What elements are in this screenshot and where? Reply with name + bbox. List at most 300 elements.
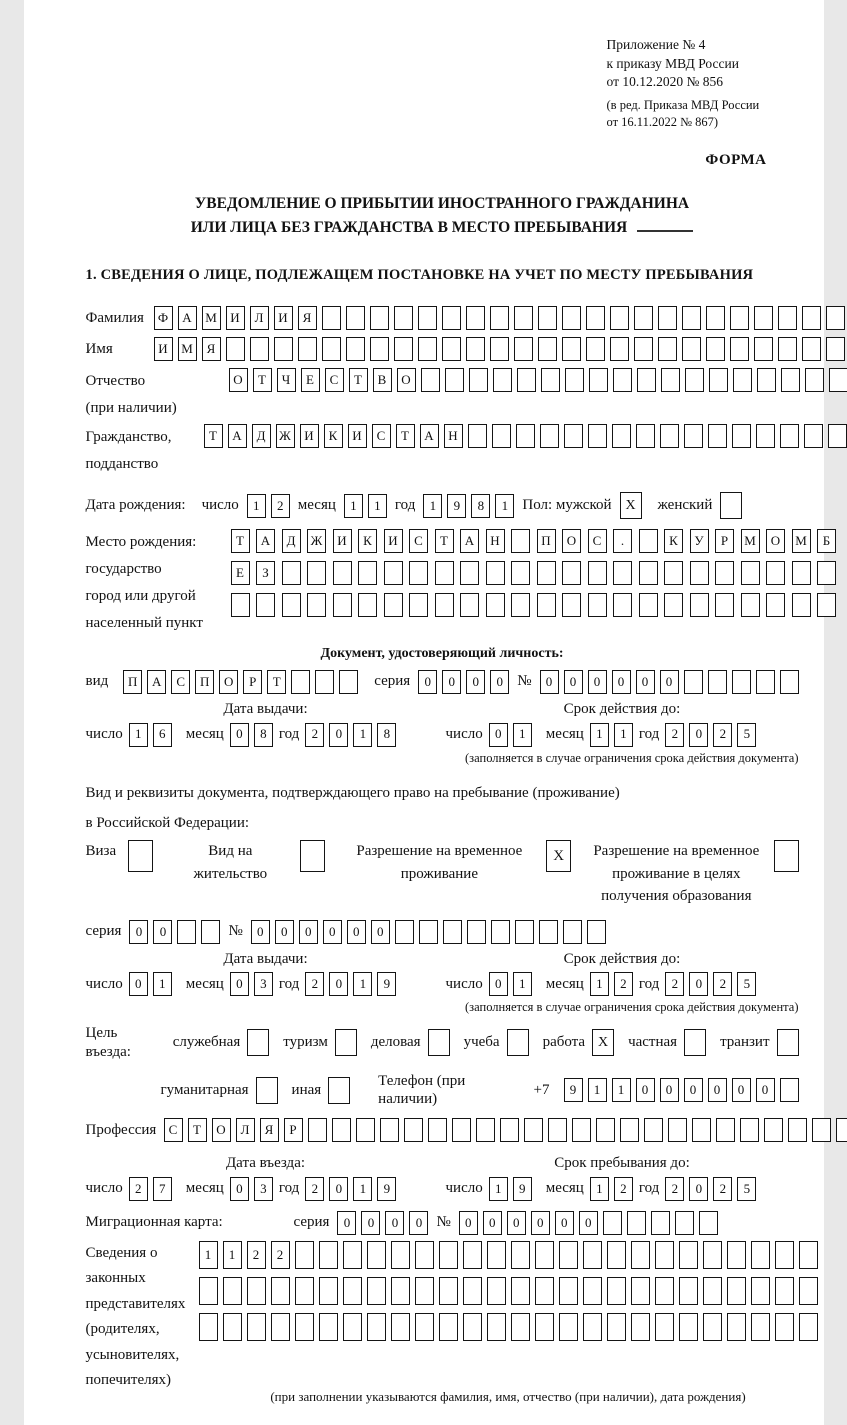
char-cell[interactable] xyxy=(295,1241,314,1269)
char-cell[interactable]: 0 xyxy=(588,670,607,694)
char-cell[interactable]: 5 xyxy=(737,972,756,996)
char-cell[interactable] xyxy=(684,424,703,448)
char-cell[interactable]: П xyxy=(195,670,214,694)
char-cell[interactable]: Н xyxy=(486,529,505,553)
char-cell[interactable] xyxy=(439,1313,458,1341)
char-cell[interactable]: С xyxy=(588,529,607,553)
char-cell[interactable]: 2 xyxy=(247,1241,266,1269)
char-cell[interactable]: Т xyxy=(231,529,250,553)
char-cell[interactable]: А xyxy=(460,529,479,553)
char-cell[interactable]: 1 xyxy=(353,723,372,747)
char-cell[interactable] xyxy=(756,424,775,448)
char-cell[interactable] xyxy=(467,920,486,944)
char-cell[interactable] xyxy=(583,1241,602,1269)
char-cell[interactable] xyxy=(812,1118,831,1142)
char-cell[interactable] xyxy=(684,670,703,694)
char-cell[interactable]: 8 xyxy=(377,723,396,747)
char-cell[interactable]: 0 xyxy=(230,1177,249,1201)
char-cell[interactable] xyxy=(675,1211,694,1235)
char-cell[interactable]: 0 xyxy=(507,1211,526,1235)
char-cell[interactable] xyxy=(751,1313,770,1341)
char-cell[interactable]: А xyxy=(256,529,275,553)
char-cell[interactable] xyxy=(708,670,727,694)
char-cell[interactable] xyxy=(583,1313,602,1341)
char-cell[interactable] xyxy=(487,1277,506,1305)
char-cell[interactable]: 0 xyxy=(361,1211,380,1235)
char-cell[interactable] xyxy=(583,1277,602,1305)
char-cell[interactable] xyxy=(780,424,799,448)
char-cell[interactable]: 2 xyxy=(713,723,732,747)
char-cell[interactable] xyxy=(682,337,701,361)
char-cell[interactable] xyxy=(562,306,581,330)
char-cell[interactable] xyxy=(613,593,632,617)
char-cell[interactable]: Я xyxy=(202,337,221,361)
char-cell[interactable]: Т xyxy=(267,670,286,694)
char-cell[interactable] xyxy=(757,368,776,392)
char-cell[interactable] xyxy=(775,1313,794,1341)
char-cell[interactable] xyxy=(727,1277,746,1305)
char-cell[interactable] xyxy=(356,1118,375,1142)
char-cell[interactable]: 0 xyxy=(329,723,348,747)
char-cell[interactable] xyxy=(639,529,658,553)
char-cell[interactable] xyxy=(780,670,799,694)
char-cell[interactable]: 0 xyxy=(489,972,508,996)
char-cell[interactable] xyxy=(562,593,581,617)
char-cell[interactable] xyxy=(754,306,773,330)
char-cell[interactable] xyxy=(466,337,485,361)
char-cell[interactable]: 1 xyxy=(199,1241,218,1269)
char-cell[interactable] xyxy=(715,561,734,585)
char-cell[interactable]: Е xyxy=(301,368,320,392)
char-cell[interactable] xyxy=(661,368,680,392)
char-cell[interactable] xyxy=(442,337,461,361)
char-cell[interactable] xyxy=(589,368,608,392)
char-cell[interactable] xyxy=(658,306,677,330)
char-cell[interactable]: И xyxy=(274,306,293,330)
char-cell[interactable]: 9 xyxy=(564,1078,583,1102)
char-cell[interactable]: 2 xyxy=(665,1177,684,1201)
char-cell[interactable]: 0 xyxy=(299,920,318,944)
purpose-humanitarian-checkbox[interactable] xyxy=(256,1077,278,1104)
char-cell[interactable]: 0 xyxy=(329,972,348,996)
char-cell[interactable] xyxy=(463,1241,482,1269)
char-cell[interactable]: 0 xyxy=(708,1078,727,1102)
char-cell[interactable]: 0 xyxy=(756,1078,775,1102)
char-cell[interactable] xyxy=(639,593,658,617)
char-cell[interactable] xyxy=(660,424,679,448)
char-cell[interactable]: 9 xyxy=(377,972,396,996)
char-cell[interactable] xyxy=(307,561,326,585)
char-cell[interactable]: И xyxy=(226,306,245,330)
char-cell[interactable] xyxy=(613,368,632,392)
char-cell[interactable] xyxy=(384,561,403,585)
char-cell[interactable] xyxy=(452,1118,471,1142)
char-cell[interactable] xyxy=(466,306,485,330)
char-cell[interactable]: О xyxy=(229,368,248,392)
char-cell[interactable] xyxy=(322,306,341,330)
char-cell[interactable] xyxy=(346,337,365,361)
char-cell[interactable] xyxy=(559,1313,578,1341)
char-cell[interactable] xyxy=(805,368,824,392)
char-cell[interactable] xyxy=(565,368,584,392)
char-cell[interactable] xyxy=(639,561,658,585)
char-cell[interactable]: 0 xyxy=(564,670,583,694)
char-cell[interactable] xyxy=(199,1277,218,1305)
char-cell[interactable]: Н xyxy=(444,424,463,448)
char-cell[interactable] xyxy=(439,1277,458,1305)
char-cell[interactable] xyxy=(562,561,581,585)
char-cell[interactable] xyxy=(690,561,709,585)
char-cell[interactable] xyxy=(490,306,509,330)
char-cell[interactable]: 0 xyxy=(230,723,249,747)
char-cell[interactable] xyxy=(343,1277,362,1305)
char-cell[interactable] xyxy=(435,561,454,585)
char-cell[interactable]: И xyxy=(333,529,352,553)
char-cell[interactable]: 8 xyxy=(254,723,273,747)
char-cell[interactable] xyxy=(443,920,462,944)
char-cell[interactable]: 0 xyxy=(555,1211,574,1235)
char-cell[interactable]: 1 xyxy=(368,494,387,518)
char-cell[interactable]: Л xyxy=(250,306,269,330)
char-cell[interactable]: 1 xyxy=(153,972,172,996)
char-cell[interactable]: 1 xyxy=(513,972,532,996)
char-cell[interactable] xyxy=(201,920,220,944)
char-cell[interactable] xyxy=(703,1313,722,1341)
char-cell[interactable]: О xyxy=(212,1118,231,1142)
char-cell[interactable] xyxy=(732,670,751,694)
char-cell[interactable]: 2 xyxy=(713,1177,732,1201)
char-cell[interactable]: 0 xyxy=(689,723,708,747)
char-cell[interactable] xyxy=(727,1313,746,1341)
char-cell[interactable] xyxy=(730,337,749,361)
char-cell[interactable]: 1 xyxy=(614,723,633,747)
char-cell[interactable] xyxy=(319,1277,338,1305)
char-cell[interactable] xyxy=(333,593,352,617)
char-cell[interactable] xyxy=(539,920,558,944)
char-cell[interactable]: Т xyxy=(396,424,415,448)
char-cell[interactable] xyxy=(741,561,760,585)
char-cell[interactable]: 3 xyxy=(254,972,273,996)
char-cell[interactable] xyxy=(415,1277,434,1305)
char-cell[interactable]: М xyxy=(741,529,760,553)
char-cell[interactable] xyxy=(384,593,403,617)
char-cell[interactable] xyxy=(295,1277,314,1305)
char-cell[interactable] xyxy=(418,337,437,361)
char-cell[interactable] xyxy=(247,1313,266,1341)
char-cell[interactable] xyxy=(538,337,557,361)
char-cell[interactable] xyxy=(706,306,725,330)
char-cell[interactable] xyxy=(792,593,811,617)
char-cell[interactable]: Я xyxy=(260,1118,279,1142)
char-cell[interactable] xyxy=(516,424,535,448)
char-cell[interactable] xyxy=(415,1241,434,1269)
char-cell[interactable] xyxy=(343,1241,362,1269)
char-cell[interactable] xyxy=(391,1241,410,1269)
char-cell[interactable]: 0 xyxy=(129,972,148,996)
sex-female-checkbox[interactable] xyxy=(720,492,742,519)
char-cell[interactable] xyxy=(716,1118,735,1142)
char-cell[interactable] xyxy=(256,593,275,617)
char-cell[interactable]: 5 xyxy=(737,1177,756,1201)
char-cell[interactable] xyxy=(404,1118,423,1142)
char-cell[interactable] xyxy=(231,593,250,617)
char-cell[interactable] xyxy=(563,920,582,944)
char-cell[interactable]: С xyxy=(409,529,428,553)
temp-residence-checkbox[interactable]: X xyxy=(546,840,571,872)
char-cell[interactable]: 1 xyxy=(353,1177,372,1201)
char-cell[interactable] xyxy=(358,593,377,617)
char-cell[interactable] xyxy=(781,368,800,392)
char-cell[interactable] xyxy=(588,424,607,448)
char-cell[interactable] xyxy=(664,593,683,617)
char-cell[interactable]: 6 xyxy=(153,723,172,747)
char-cell[interactable] xyxy=(370,306,389,330)
char-cell[interactable] xyxy=(682,306,701,330)
char-cell[interactable] xyxy=(514,306,533,330)
char-cell[interactable] xyxy=(572,1118,591,1142)
char-cell[interactable] xyxy=(511,593,530,617)
char-cell[interactable] xyxy=(490,337,509,361)
char-cell[interactable]: А xyxy=(178,306,197,330)
char-cell[interactable] xyxy=(754,337,773,361)
char-cell[interactable]: 2 xyxy=(665,723,684,747)
char-cell[interactable] xyxy=(511,1277,530,1305)
char-cell[interactable]: Т xyxy=(253,368,272,392)
char-cell[interactable] xyxy=(469,368,488,392)
char-cell[interactable] xyxy=(699,1211,718,1235)
char-cell[interactable]: 0 xyxy=(636,670,655,694)
char-cell[interactable] xyxy=(535,1313,554,1341)
char-cell[interactable]: С xyxy=(325,368,344,392)
char-cell[interactable] xyxy=(685,368,704,392)
char-cell[interactable] xyxy=(802,337,821,361)
char-cell[interactable] xyxy=(607,1277,626,1305)
char-cell[interactable] xyxy=(517,368,536,392)
char-cell[interactable]: И xyxy=(300,424,319,448)
char-cell[interactable] xyxy=(607,1313,626,1341)
char-cell[interactable]: 0 xyxy=(466,670,485,694)
char-cell[interactable] xyxy=(792,561,811,585)
char-cell[interactable]: Ч xyxy=(277,368,296,392)
char-cell[interactable] xyxy=(802,306,821,330)
char-cell[interactable]: А xyxy=(147,670,166,694)
char-cell[interactable] xyxy=(727,1241,746,1269)
char-cell[interactable]: 1 xyxy=(612,1078,631,1102)
char-cell[interactable]: 1 xyxy=(344,494,363,518)
char-cell[interactable] xyxy=(491,920,510,944)
char-cell[interactable] xyxy=(631,1277,650,1305)
char-cell[interactable] xyxy=(817,561,836,585)
char-cell[interactable]: 0 xyxy=(230,972,249,996)
char-cell[interactable] xyxy=(460,593,479,617)
char-cell[interactable]: 0 xyxy=(385,1211,404,1235)
char-cell[interactable]: 2 xyxy=(129,1177,148,1201)
char-cell[interactable] xyxy=(715,593,734,617)
purpose-tourism-checkbox[interactable] xyxy=(335,1029,357,1056)
char-cell[interactable]: О xyxy=(766,529,785,553)
char-cell[interactable] xyxy=(799,1277,818,1305)
char-cell[interactable] xyxy=(322,337,341,361)
char-cell[interactable] xyxy=(766,593,785,617)
char-cell[interactable]: 0 xyxy=(129,920,148,944)
char-cell[interactable]: 0 xyxy=(459,1211,478,1235)
char-cell[interactable] xyxy=(836,1118,847,1142)
char-cell[interactable] xyxy=(804,424,823,448)
char-cell[interactable]: С xyxy=(372,424,391,448)
char-cell[interactable] xyxy=(511,1313,530,1341)
char-cell[interactable] xyxy=(733,368,752,392)
char-cell[interactable] xyxy=(564,424,583,448)
char-cell[interactable]: С xyxy=(164,1118,183,1142)
char-cell[interactable] xyxy=(703,1277,722,1305)
char-cell[interactable] xyxy=(706,337,725,361)
char-cell[interactable] xyxy=(612,424,631,448)
char-cell[interactable] xyxy=(524,1118,543,1142)
char-cell[interactable] xyxy=(679,1241,698,1269)
char-cell[interactable] xyxy=(559,1241,578,1269)
char-cell[interactable] xyxy=(538,306,557,330)
char-cell[interactable]: 3 xyxy=(254,1177,273,1201)
char-cell[interactable] xyxy=(775,1277,794,1305)
char-cell[interactable]: 1 xyxy=(423,494,442,518)
char-cell[interactable] xyxy=(537,561,556,585)
char-cell[interactable]: 1 xyxy=(590,1177,609,1201)
char-cell[interactable] xyxy=(511,1241,530,1269)
char-cell[interactable] xyxy=(463,1313,482,1341)
char-cell[interactable] xyxy=(486,561,505,585)
char-cell[interactable]: 0 xyxy=(684,1078,703,1102)
char-cell[interactable]: 0 xyxy=(371,920,390,944)
char-cell[interactable] xyxy=(298,337,317,361)
char-cell[interactable]: . xyxy=(613,529,632,553)
char-cell[interactable] xyxy=(419,920,438,944)
char-cell[interactable]: Р xyxy=(243,670,262,694)
char-cell[interactable] xyxy=(226,337,245,361)
char-cell[interactable] xyxy=(250,337,269,361)
char-cell[interactable] xyxy=(295,1313,314,1341)
char-cell[interactable]: 0 xyxy=(660,1078,679,1102)
char-cell[interactable]: 2 xyxy=(305,723,324,747)
char-cell[interactable] xyxy=(613,561,632,585)
char-cell[interactable]: П xyxy=(537,529,556,553)
char-cell[interactable]: 1 xyxy=(590,972,609,996)
char-cell[interactable] xyxy=(586,306,605,330)
char-cell[interactable] xyxy=(631,1313,650,1341)
char-cell[interactable]: К xyxy=(664,529,683,553)
char-cell[interactable]: З xyxy=(256,561,275,585)
char-cell[interactable] xyxy=(634,337,653,361)
char-cell[interactable] xyxy=(339,670,358,694)
char-cell[interactable] xyxy=(487,1241,506,1269)
sex-male-checkbox[interactable]: X xyxy=(620,492,642,519)
char-cell[interactable] xyxy=(315,670,334,694)
char-cell[interactable]: Ф xyxy=(154,306,173,330)
char-cell[interactable] xyxy=(764,1118,783,1142)
char-cell[interactable] xyxy=(751,1241,770,1269)
char-cell[interactable]: 1 xyxy=(588,1078,607,1102)
char-cell[interactable] xyxy=(651,1211,670,1235)
char-cell[interactable] xyxy=(442,306,461,330)
char-cell[interactable] xyxy=(333,561,352,585)
char-cell[interactable]: 2 xyxy=(305,1177,324,1201)
char-cell[interactable]: О xyxy=(219,670,238,694)
char-cell[interactable]: Р xyxy=(715,529,734,553)
char-cell[interactable] xyxy=(817,593,836,617)
char-cell[interactable] xyxy=(586,337,605,361)
char-cell[interactable] xyxy=(271,1277,290,1305)
char-cell[interactable] xyxy=(428,1118,447,1142)
char-cell[interactable]: 2 xyxy=(271,494,290,518)
char-cell[interactable] xyxy=(756,670,775,694)
char-cell[interactable] xyxy=(692,1118,711,1142)
char-cell[interactable]: 1 xyxy=(489,1177,508,1201)
char-cell[interactable]: Т xyxy=(188,1118,207,1142)
char-cell[interactable]: 1 xyxy=(223,1241,242,1269)
char-cell[interactable] xyxy=(709,368,728,392)
char-cell[interactable] xyxy=(415,1313,434,1341)
char-cell[interactable]: 9 xyxy=(513,1177,532,1201)
char-cell[interactable] xyxy=(562,337,581,361)
char-cell[interactable] xyxy=(367,1277,386,1305)
char-cell[interactable] xyxy=(655,1277,674,1305)
char-cell[interactable] xyxy=(274,337,293,361)
char-cell[interactable] xyxy=(282,561,301,585)
char-cell[interactable]: 5 xyxy=(737,723,756,747)
char-cell[interactable] xyxy=(828,424,847,448)
char-cell[interactable] xyxy=(548,1118,567,1142)
char-cell[interactable] xyxy=(740,1118,759,1142)
char-cell[interactable] xyxy=(826,306,845,330)
char-cell[interactable] xyxy=(588,593,607,617)
char-cell[interactable]: 0 xyxy=(689,1177,708,1201)
char-cell[interactable]: 0 xyxy=(251,920,270,944)
char-cell[interactable] xyxy=(655,1313,674,1341)
char-cell[interactable]: 7 xyxy=(153,1177,172,1201)
char-cell[interactable] xyxy=(708,424,727,448)
char-cell[interactable]: Р xyxy=(284,1118,303,1142)
char-cell[interactable] xyxy=(199,1313,218,1341)
char-cell[interactable]: 1 xyxy=(590,723,609,747)
char-cell[interactable] xyxy=(540,424,559,448)
char-cell[interactable]: 0 xyxy=(636,1078,655,1102)
char-cell[interactable] xyxy=(788,1118,807,1142)
char-cell[interactable]: В xyxy=(373,368,392,392)
char-cell[interactable] xyxy=(664,561,683,585)
char-cell[interactable]: 8 xyxy=(471,494,490,518)
char-cell[interactable] xyxy=(514,337,533,361)
temp-residence-education-checkbox[interactable] xyxy=(774,840,799,872)
char-cell[interactable] xyxy=(177,920,196,944)
char-cell[interactable] xyxy=(631,1241,650,1269)
char-cell[interactable]: М xyxy=(792,529,811,553)
char-cell[interactable] xyxy=(370,337,389,361)
char-cell[interactable]: 1 xyxy=(513,723,532,747)
char-cell[interactable]: 0 xyxy=(347,920,366,944)
char-cell[interactable] xyxy=(541,368,560,392)
char-cell[interactable]: Т xyxy=(349,368,368,392)
char-cell[interactable] xyxy=(476,1118,495,1142)
char-cell[interactable] xyxy=(596,1118,615,1142)
char-cell[interactable]: 2 xyxy=(614,972,633,996)
char-cell[interactable] xyxy=(679,1313,698,1341)
char-cell[interactable]: Б xyxy=(817,529,836,553)
char-cell[interactable]: 0 xyxy=(612,670,631,694)
char-cell[interactable] xyxy=(394,306,413,330)
char-cell[interactable] xyxy=(492,424,511,448)
char-cell[interactable] xyxy=(463,1277,482,1305)
char-cell[interactable] xyxy=(493,368,512,392)
char-cell[interactable]: 0 xyxy=(660,670,679,694)
